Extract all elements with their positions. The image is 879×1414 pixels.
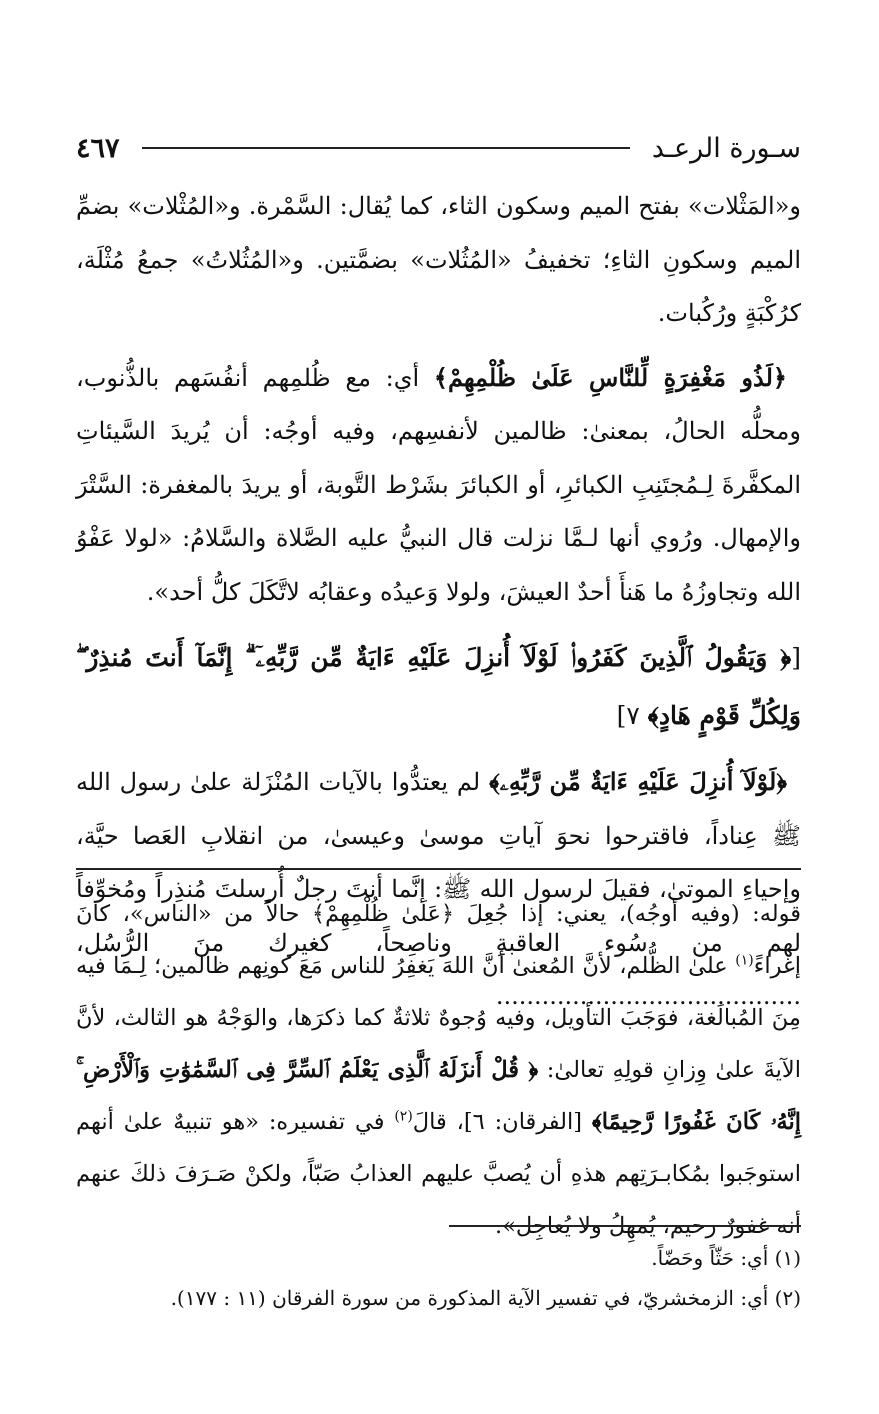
- page-number: ٤٦٧: [76, 132, 120, 164]
- footnote-ref[interactable]: (٢): [394, 1108, 413, 1125]
- commentary-line: علىٰ الظُّلم، لأنَّ المُعنىٰ أنَّ اللهَ يَغفِرُ للناس مَعَ كونِهم ظالمين؛ لِـمَا فيه مِنَ المُبالَغة، فوَجَبَ التأويل، وفيه وُجوهٌ ثلاثةٌ كما ذكرَها، والوَجْهُ هو الثالث، لأنَّ الآيةَ علىٰ وِزانِ قولِهِ تعالىٰ:: [76, 953, 801, 1083]
- commentary-text: [76, 888, 801, 1252]
- commentary-line: قوله: (وفيه أوجُه)، يعني: إذا جُعِلَ ﴿عَلَىٰ ظُلْمِهِمْ﴾ حالاً من «الناس»، كانَ إغراءً: [76, 901, 801, 979]
- footnote-item: (٢) أي: الزمخشريّ، في تفسير الآية المذكورة من سورة الفرقان (١١ : ١٧٧).: [170, 1286, 801, 1310]
- paragraph-maghfira: [76, 351, 801, 620]
- commentary-line: في تفسيره: «هو تنبيهٌ علىٰ أنهم استوجَبوا بمُكابـرَتِهم هذهِ أن يُصبَّ عليهم العذابُ صَبّاً، ولكنْ صَـرَفَ ذلكَ عنهم أنه غفورٌ رحيم، يُمهِلُ ولا يُعاجِل».: [76, 1109, 801, 1239]
- footnote-separator: [449, 1225, 801, 1227]
- verse-number: ٧]: [616, 701, 648, 730]
- footnote-ref[interactable]: (١): [735, 952, 754, 969]
- chapter-title: سـورة الرعـد: [651, 132, 801, 164]
- footnotes: [76, 1238, 801, 1318]
- ellipsis-dots: ........................................: [495, 982, 801, 1010]
- header-rule: [142, 147, 630, 149]
- quran-verse: ﴿ وَيَقُولُ ٱلَّذِينَ كَفَرُوا۟ لَوْلَآ أُنزِلَ عَلَيْهِ ءَايَةٌ مِّن رَّبِّهِۦٓ ۗ إِنَّمَآ أَنتَ مُنذِرٌ ۖ وَلِكُلِّ قَوْمٍ هَادٍ﴾: [76, 643, 801, 730]
- bracket-open: [: [791, 643, 801, 672]
- page-header: [76, 128, 801, 168]
- quran-verse: ﴿لَذُو مَغْفِرَةٍ لِّلنَّاسِ عَلَىٰ ظُلْمِهِمْ﴾: [433, 362, 787, 392]
- quran-verse: ﴿ قُلْ أَنزَلَهُ ٱلَّذِى يَعْلَمُ ٱلسِّرَّ فِى ٱلسَّمَٰوَٰتِ وَٱلْأَرْضِ ۚ إِنَّهُۥ كَانَ غَفُورًا رَّحِيمًا﴾: [76, 1057, 802, 1135]
- quran-verse: ﴿لَوْلَآ أُنزِلَ عَلَيْهِ ءَايَةٌ مِّن رَّبِّهِۦ﴾: [489, 767, 787, 796]
- commentary-separator: [76, 868, 801, 870]
- commentary-paragraph: [76, 888, 801, 1252]
- paragraph-text: لم يعتدُّوا بالآيات المُنْزَلة علىٰ رسول الله ﷺ عِناداً، فاقترحوا نحوَ آياتِ موسىٰ وعيسىٰ، من انقلابِ العَصا حيَّة، وإحياءِ الموتىٰ، فقيلَ لرسول الله ﷺ: إنَّما أنتَ رجلٌ أُرسلتَ مُنذِراً ومُخوِّفاً لهم من سُوء العاقبةِ وناصِحاً، كغيرك منَ الرُّسُل،: [76, 768, 801, 957]
- paragraph-text: أي: مع ظُلمِهم أنفُسَهم بالذُّنوب، ومحلُّه الحالُ، بمعنىٰ: ظالمين لأنفسِهم، وفيه أوجُه: أن يُريدَ السَّيئاتِ المكفَّرةَ لِـمُجتَنِبِ الكبائرِ، أو الكبائرَ بشَرْط التَّوبة، أو يريدَ بالمغفرة: السَّتْرَ والإمهال. ورُوي أنها لـمَّا نزلت قال النبيُّ عليه الصَّلاة والسَّلامُ: «لولا عَفْوُ الله وتجاوزُهُ ما هَنأَ أحدٌ العيشَ، ولولا وَعيدُه وعقابُه لاتَّكَلَ كلُّ أحد».: [76, 363, 801, 606]
- citation: [الفرقان: ٦]، قالَ: [412, 1109, 592, 1135]
- paragraph-mathlat: و«المَثْلات» بفتح الميم وسكون الثاء، كما يُقال: السَّمْرة. و«المُثْلات» بضمِّ الميم وسكونِ الثاءِ؛ تخفيفُ «المُثُلات» بضمَّتين. و«المُثُلاتُ» جمعُ مُثْلَة، كرُكْبَةٍ ورُكُبات.: [76, 192, 801, 327]
- verse-heading: [76, 629, 801, 745]
- footnote-item: (١) أي: حَثّاً وحَضّاً.: [651, 1246, 801, 1270]
